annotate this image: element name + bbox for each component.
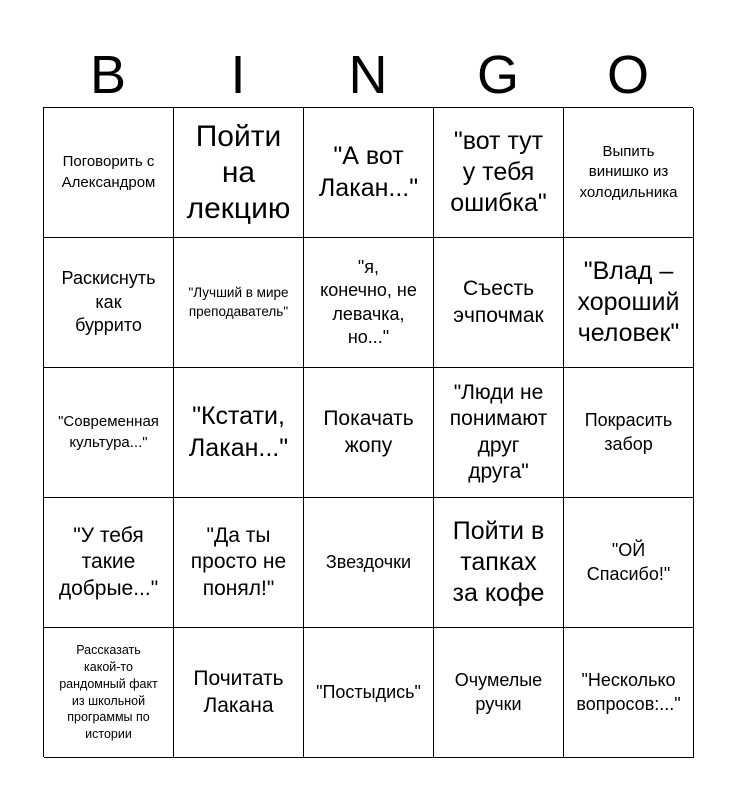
bingo-cell[interactable] (434, 108, 564, 238)
header-letter-b: B (89, 45, 127, 105)
cell-text: "вот тут у тебя ошибка" (450, 126, 547, 218)
cell-text: "У тебя такие добрые..." (58, 524, 159, 600)
bingo-cell[interactable] (44, 368, 174, 498)
header-letter-n: N (348, 45, 388, 105)
bingo-cell[interactable] (564, 498, 694, 628)
bingo-cell[interactable] (564, 108, 694, 238)
cell-text: Рассказать какой-то рандомный факт из школьной программы по истории (59, 642, 158, 742)
bingo-cell[interactable] (174, 368, 304, 498)
cell-text: Поговорить с Александром (61, 153, 156, 191)
bingo-cell[interactable] (304, 628, 434, 758)
bingo-cell[interactable] (434, 238, 564, 368)
bingo-cell[interactable] (564, 238, 694, 368)
header-letter-o: O (606, 45, 649, 105)
cell-text: "А вот Лакан..." (318, 142, 419, 202)
bingo-cell[interactable] (564, 628, 694, 758)
bingo-cell[interactable] (174, 628, 304, 758)
header-letter-g: G (476, 45, 519, 105)
cell-text: "ОЙ Спасибо!" (586, 540, 671, 584)
bingo-cell[interactable] (434, 498, 564, 628)
bingo-cell[interactable] (304, 498, 434, 628)
bingo-header (43, 44, 693, 106)
bingo-cell[interactable] (174, 238, 304, 368)
cell-text: Покрасить забор (584, 410, 673, 454)
cell-text: "Несколько вопросов:..." (576, 670, 681, 714)
bingo-cell[interactable] (434, 628, 564, 758)
cell-text: Пойти на лекцию (186, 119, 291, 225)
cell-text: Очумелые ручки (454, 670, 543, 714)
bingo-cell[interactable] (174, 108, 304, 238)
header-letter-i: I (230, 45, 246, 105)
cell-text: Звездочки (325, 551, 412, 572)
bingo-cell[interactable] (304, 108, 434, 238)
bingo-board (43, 107, 693, 757)
bingo-cell[interactable] (44, 238, 174, 368)
cell-text: "Лучший в мире преподаватель" (188, 285, 289, 319)
bingo-cell[interactable] (44, 498, 174, 628)
bingo-cell[interactable] (44, 108, 174, 238)
bingo-cell[interactable] (174, 498, 304, 628)
bingo-cell[interactable] (44, 628, 174, 758)
bingo-cell[interactable] (304, 238, 434, 368)
cell-text: "Люди не понимают друг друга" (449, 381, 548, 483)
cell-text: Раскиснуть как буррито (61, 268, 156, 336)
cell-text: Съесть эчпочмак (453, 277, 544, 327)
cell-text: "Кстати, Лакан..." (188, 402, 289, 462)
cell-text: Выпить винишко из холодильника (579, 143, 678, 201)
cell-text: Почитать Лакана (193, 667, 284, 717)
cell-text: "Постыдись" (316, 681, 421, 702)
cell-text: "Влад – хороший человек" (577, 256, 680, 348)
cell-text: Покачать жопу (323, 407, 414, 457)
cell-text: "Современная культура..." (58, 413, 159, 451)
cell-text: "Да ты просто не понял!" (190, 524, 287, 600)
cell-text: "я, конечно, не левачка, но..." (320, 256, 417, 347)
bingo-cell[interactable] (434, 368, 564, 498)
bingo-cell[interactable] (304, 368, 434, 498)
cell-text: Пойти в тапках за кофе (452, 516, 545, 608)
bingo-cell[interactable] (564, 368, 694, 498)
